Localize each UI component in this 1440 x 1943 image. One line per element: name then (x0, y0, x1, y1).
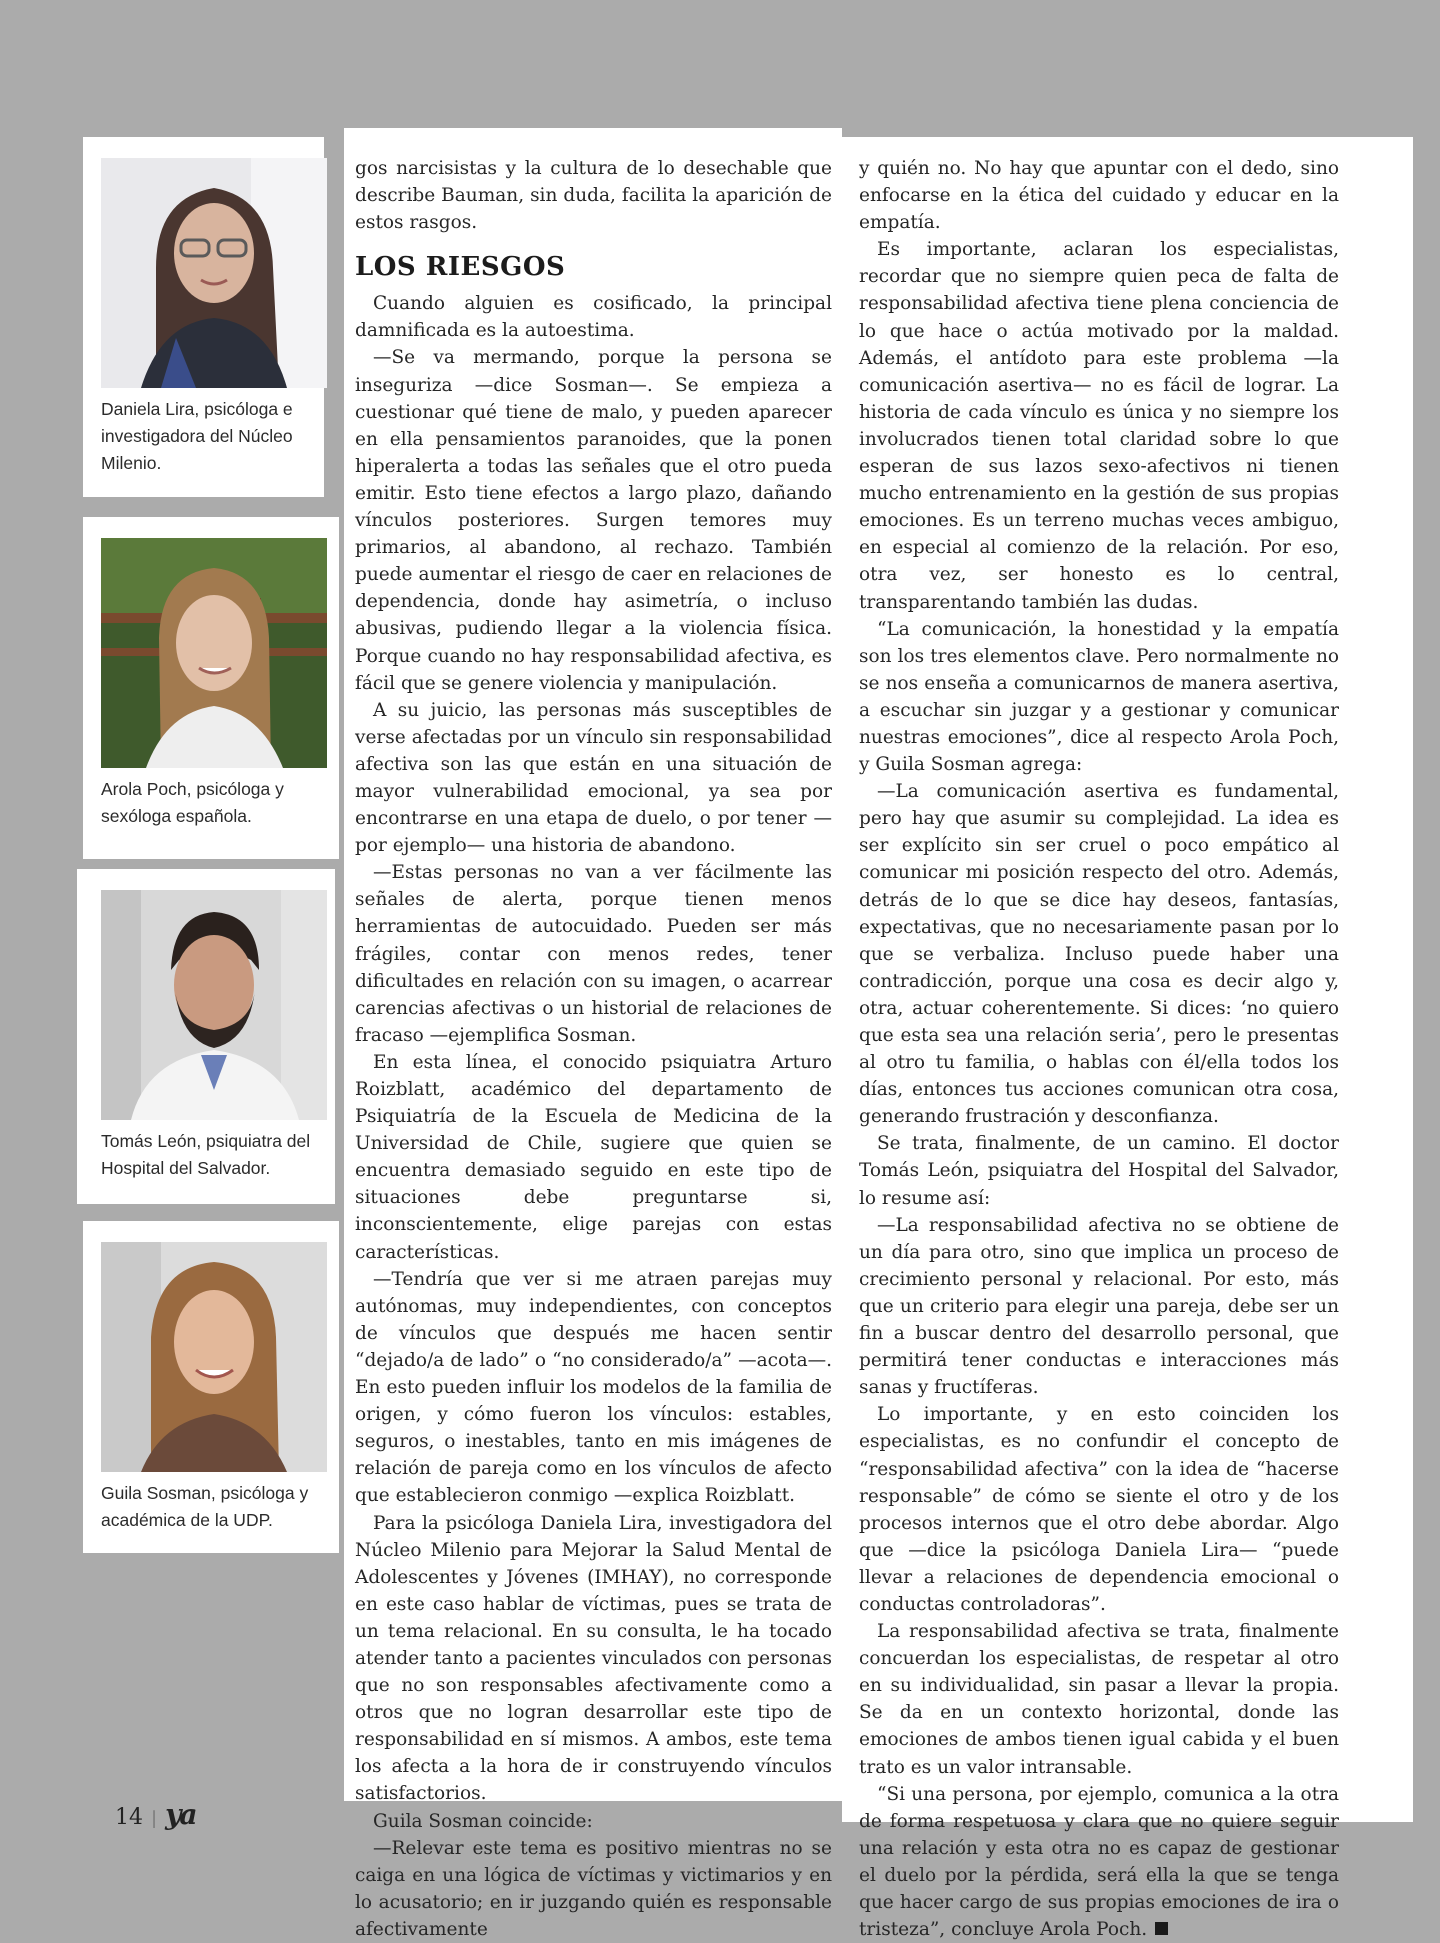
page-number: 14 (115, 1805, 143, 1830)
profile-card-tomas-leon (77, 869, 335, 1204)
article-column-1 (344, 128, 842, 1940)
paragraph: Es importante, aclaran los especialistas, recordar que no siempre quien peca de falta de responsabilidad afectiva tiene plena conciencia de lo que hace o actúa motivado por la maldad. Además, el antídoto para este problema —la comunicación asertiva— no es fácil de lograr. La historia de cada vínculo es única y no siempre los involucrados tienen total claridad sobre lo que esperan de sus lazos sexo-afectivos ni tienen mucho entrenamiento en la gestión de sus propias emociones. Es un terreno muchas veces ambiguo, en especial al comienzo de la relación. Por eso, otra vez, ser honesto es lo central, transparentando también las dudas. (859, 239, 1339, 613)
paragraph: Se trata, finalmente, de un camino. El doctor Tomás León, psiquiatra del Hospital del Salvador, lo resume así: (859, 1133, 1339, 1209)
photo-caption: Guila Sosman, psicóloga y académica de la UDP. (101, 1483, 309, 1530)
paragraph: —Tendría que ver si me atraen parejas muy autónomas, muy independientes, con conceptos de vínculos que después me hacen sentir “dejado/a de lado” o “no considerado/a” —acota—. En esto pueden influir los modelos de la familia de origen, y cómo fueron los vínculos: estables, seguros, o inestables, tanto en mis imágenes de relación de pareja como en los vínculos de afecto que establecieron conmigo —explica Roizblatt. (355, 1268, 832, 1507)
paragraph: —Se va mermando, porque la persona se inseguriza —dice Sosman—. Se empieza a cuestionar qué tiene de malo, y pueden aparecer en ella pensamientos paranoides, que la ponen hiperalerta a todas las señales que el otro pueda emitir. Esto tiene efectos a largo plazo, dañando vínculos posteriores. Surgen temores muy primarios, al abandono, al rechazo. También puede aumentar el riesgo de caer en relaciones de dependencia, donde hay asimetría, o incluso abusivas, pudiendo llegar a la violencia física. Porque cuando no hay responsabilidad afectiva, es fácil que se genere violencia y manipulación. (355, 347, 832, 694)
photo-caption: Tomás León, psiquiatra del Hospital del Salvador. (101, 1131, 311, 1178)
paragraph: —Relevar este tema es positivo mientras no se caiga en una lógica de víctimas y victimarios y en lo acusatorio; en ir juzgando quién es responsable afectivamente (355, 1837, 832, 1940)
paragraph: La responsabilidad afectiva se trata, finalmente concuerdan los especialistas, de respetar al otro en su individualidad, sin pasar a llevar la propia. Se da en un contexto horizontal, donde las emociones de ambos tienen igual cabida y el buen trato es un valor intransable. (859, 1621, 1339, 1778)
portrait-photo-tomas-leon (101, 890, 327, 1120)
paragraph: Cuando alguien es cosificado, la principal damnificada es la autoestima. (355, 293, 832, 342)
profile-card-arola-poch (83, 517, 339, 859)
profile-card-guila-sosman (83, 1221, 339, 1553)
paragraph: A su juicio, las personas más susceptibles de verse afectadas por un vínculo sin responsabilidad afectiva son las que están en una situación de mayor vulnerabilidad emocional, ya sea por encontrarse en una etapa de duelo, o por tener —por ejemplo— una historia de abandono. (355, 699, 832, 857)
paragraph: —La responsabilidad afectiva no se obtiene de un día para otro, sino que implica un proceso de crecimiento personal y relacional. Por esto, más que un criterio para elegir una pareja, debe ser un fin a buscar dentro del desarrollo personal, que permitirá tener conductas e interacciones más sanas y fructíferas. (859, 1214, 1339, 1399)
portrait-photo-arola-poch (101, 538, 327, 768)
paragraph: y quién no. No hay que apuntar con el dedo, sino enfocarse en la ética del cuidado y educar en la empatía. (859, 158, 1339, 234)
paragraph: —La comunicación asertiva es fundamental, pero hay que asumir su complejidad. La idea es ser explícito sin ser cruel o poco empático al comunicar mi posición respecto del otro. Además, detrás de lo que se dice hay deseos, fantasías, expectativas, que no necesariamente pasan por lo que se verbaliza. Incluso puede haber una contradicción, porque una cosa es decir algo y, otra, actuar coherentemente. Si dices: ‘no quiero que esta sea una relación seria’, pero le presentas al otro tu familia, o hablas con él/ella todos los días, entonces tus acciones comunican otra cosa, generando frustración y desconfianza. (859, 781, 1339, 1128)
folio-separator: | (151, 1808, 158, 1829)
paragraph: “La comunicación, la honestidad y la empatía son los tres elementos clave. Pero normalmente no se nos enseña a comunicarnos de manera asertiva, a escuchar sin juzgar y a gestionar y comunicar nuestras emociones”, dice al respecto Arola Poch, y Guila Sosman agrega: (859, 618, 1339, 776)
closing-quote-text: “Si una persona, por ejemplo, comunica a la otra de forma respetuosa y clara que no quiere seguir una relación y esta otra no es capaz de gestionar el duelo por la pérdida, será ella la que se tenga que hacer cargo de sus propias emociones de ira o tristeza”, concluye Arola Poch. (859, 1783, 1339, 1941)
end-of-article-mark (1155, 1922, 1168, 1935)
portrait-photo-daniela-lira (101, 158, 327, 388)
page-folio (115, 1798, 196, 1831)
portrait-photo-guila-sosman (101, 1242, 327, 1472)
photo-caption: Daniela Lira, psicóloga e investigadora del Núcleo Milenio. (101, 399, 293, 473)
paragraph (859, 1781, 1339, 1943)
section-heading: LOS RIESGOS (355, 252, 566, 283)
article-column-2 (842, 137, 1413, 1941)
profile-card-daniela-lira (83, 137, 324, 497)
paragraph: Lo importante, y en esto coinciden los especialistas, es no confundir el concepto de “responsabilidad afectiva” con la idea de “hacerse responsable” de cómo se siente el otro y de los procesos internos que el otro debe abordar. Algo que —dice la psicóloga Daniela Lira— “puede llevar a relaciones de dependencia emocional o conductas controladoras”. (859, 1404, 1339, 1615)
paragraph: Para la psicóloga Daniela Lira, investigadora del Núcleo Milenio para Mejorar la Salud Mental de Adolescentes y Jóvenes (IMHAY), no corresponde en este caso hablar de víctimas, pues se trata de un tema relacional. En su consulta, le ha tocado atender tanto a pacientes vinculados con personas que no son responsables afectivamente como a otros que no logran desarrollar este tipo de responsabilidad en sí mismos. A ambos, este tema los afecta a la hora de ir construyendo vínculos satisfactorios. (355, 1512, 832, 1805)
paragraph: —Estas personas no van a ver fácilmente las señales de alerta, porque tienen menos herramientas de autocuidado. Pueden ser más frágiles, contar con menos redes, tener dificultades en relación con su imagen, o acarrear carencias afectivas o un historial de relaciones de fracaso —ejemplifica Sosman. (355, 862, 832, 1046)
paragraph: En esta línea, el conocido psiquiatra Arturo Roizblatt, académico del departamento de Psiquiatría de la Escuela de Medicina de la Universidad de Chile, sugiere que quien se encuentra demasiado seguido en este tipo de situaciones debe preguntarse si, inconscientemente, elige parejas con estas características. (355, 1051, 832, 1263)
paragraph: gos narcisistas y la cultura de lo desechable que describe Bauman, sin duda, facilita la aparición de estos rasgos. (355, 158, 832, 234)
paragraph: Guila Sosman coincide: (373, 1810, 593, 1832)
photo-caption: Arola Poch, psicóloga y sexóloga española. (101, 779, 284, 826)
magazine-logo: ya (165, 1798, 196, 1831)
